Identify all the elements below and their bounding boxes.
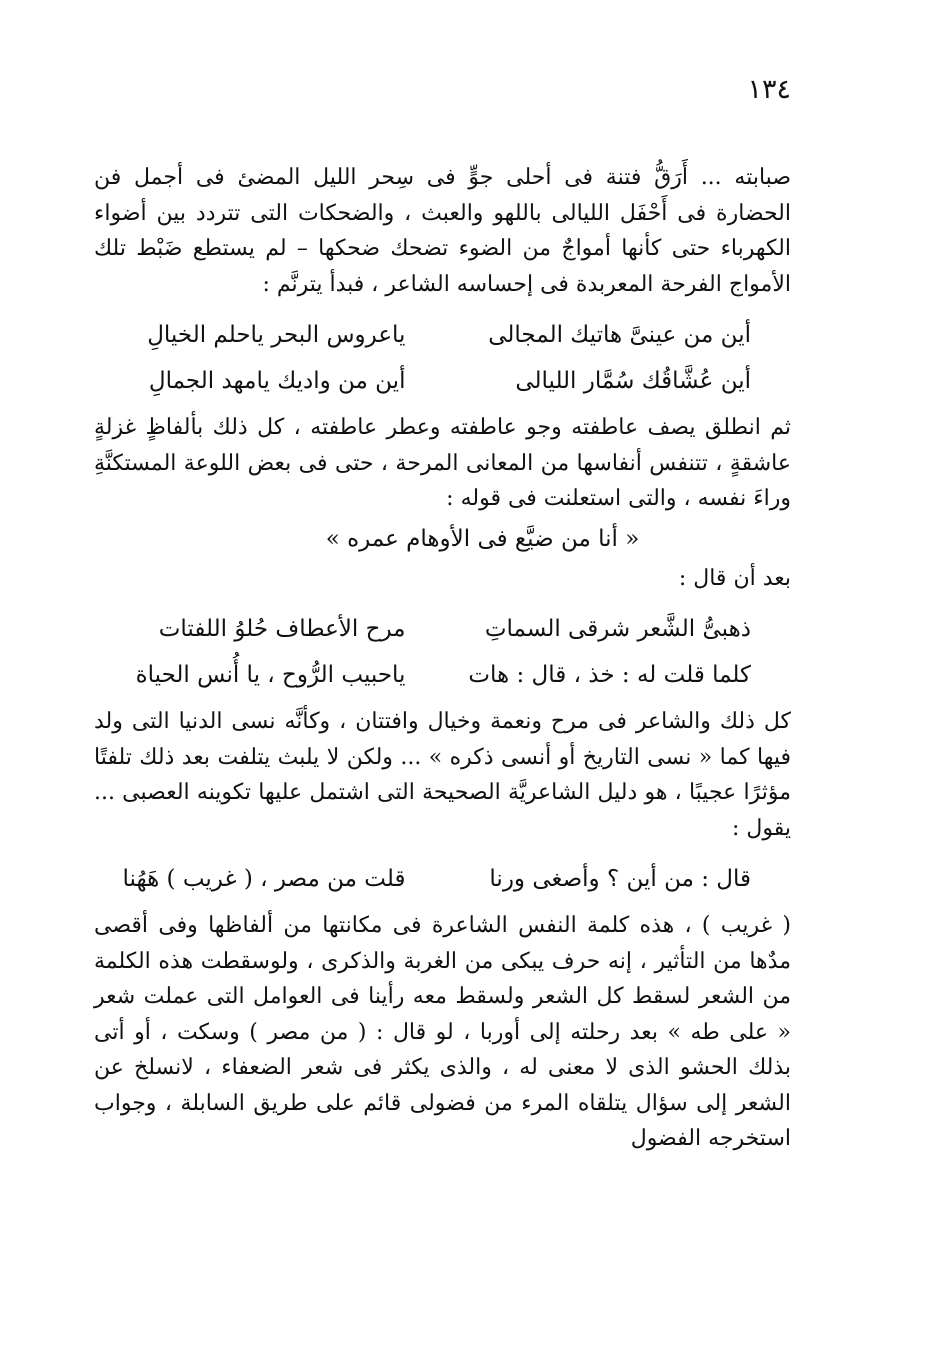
verse-row <box>94 312 791 358</box>
verse-row <box>94 606 791 652</box>
paragraph-2: ثم انطلق يصف عاطفته وجو عاطفته وعطر عاطفته ، كل ذلك بألفاظٍ غزلةٍ عاشقةٍ ، تتنفس أنفاسها من المعانى المرحة ، حتى فى بعض اللوعة المستكنَّةِ وراءَ نفسه ، والتى استعلنت فى قوله : <box>94 415 791 511</box>
verse-hemistich-second: ياحبيب الرُّوح ، يا أُنس الحياة <box>135 662 406 688</box>
verse-hemistich-second: مرح الأعطاف حُلوُ اللفتات <box>158 616 406 642</box>
verse-hemistich-first: أين من عينىَّ هاتيك المجالى <box>488 322 751 348</box>
verse-row <box>94 856 791 902</box>
paragraph-4: ( غريب ) ، هذه كلمة النفس الشاعرة فى مكانتها من ألفاظها وفى أقصى مدٌها من التأثير ، إنه حرف يبكى من الغربة والذكرى ، ولوسقطت هذه الكلمة من الشعر لسقط كل الشعر ولسقط معه رأينا فى العوامل التى عملت شعر « على طه » بعد رحلته إلى أوربا ، لو قال : ( من مصر ) وسكت ، أو أتى بذلك الحشو الذى لا معنى له ، والذى يكثر فى شعر الضعفاء ، لانسلخ عن الشعر إلى سؤال يتلقاه المرء من فضولى قائم على طريق السابلة ، وجواب استخرجه الفضول <box>94 913 791 1151</box>
paragraph-3: كل ذلك والشاعر فى مرح ونعمة وخيال وافتتان ، وكأنَّه نسى الدنيا التى ولد فيها كما « نسى التاريخ أو أنسى ذكره » ... ولكن لا يلبث يتلفت بعد ذلك تلفتًا مؤثرًا عجيبًا ، هو دليل الشاعريَّة الصحيحة التى اشتمل عليها تكوينه العصبى ... يقول : <box>94 709 791 841</box>
after-said-line: بعد أن قال : <box>678 565 791 591</box>
verse-hemistich-second: أين من واديك يامهد الجمالِ <box>148 368 406 394</box>
centered-quote: « أنا من ضيَّع فى الأوهام عمره » <box>325 525 640 552</box>
verse-hemistich-first: قال : من أين ؟ وأصغى ورنا <box>489 866 751 892</box>
page-content <box>94 160 791 1157</box>
verse-row <box>94 652 791 698</box>
verse-hemistich-second: ياعروس البحر ياحلم الخيالِ <box>147 322 406 348</box>
verse-block-2 <box>94 606 791 698</box>
verse-row <box>94 358 791 404</box>
verse-hemistich-second: قلت من مصر ، ( غريب ) هَهُنا <box>122 866 406 892</box>
verse-hemistich-first: أين عُشَّاقُك سُمَّار الليالى <box>515 368 751 394</box>
paragraph-1: صبابته ... أَرَقُّ فتنة فى أحلى جوٍّ فى سِحر الليل المضئ فى أجمل فن الحضارة فى أَحْفَل الليالى باللهو والعبث ، والضحكات التى تتردد بين أضواء الكهرباء حتى كأنها أمواجٌ من الضوء تضحك ضحكها – لم يستطع ضَبْط تلك الأمواج الفرحة المعربدة فى إحساسه الشاعر ، فبدأ يترنَّم : <box>94 165 791 297</box>
verse-block-1 <box>94 312 791 404</box>
verse-hemistich-first: ذهبىُّ الشَّعر شرقى السماتِ <box>484 616 751 642</box>
page-number: ١٣٤ <box>747 74 791 105</box>
verse-block-3 <box>94 856 791 902</box>
verse-hemistich-first: كلما قلت له : خذ ، قال : هات <box>468 662 751 688</box>
